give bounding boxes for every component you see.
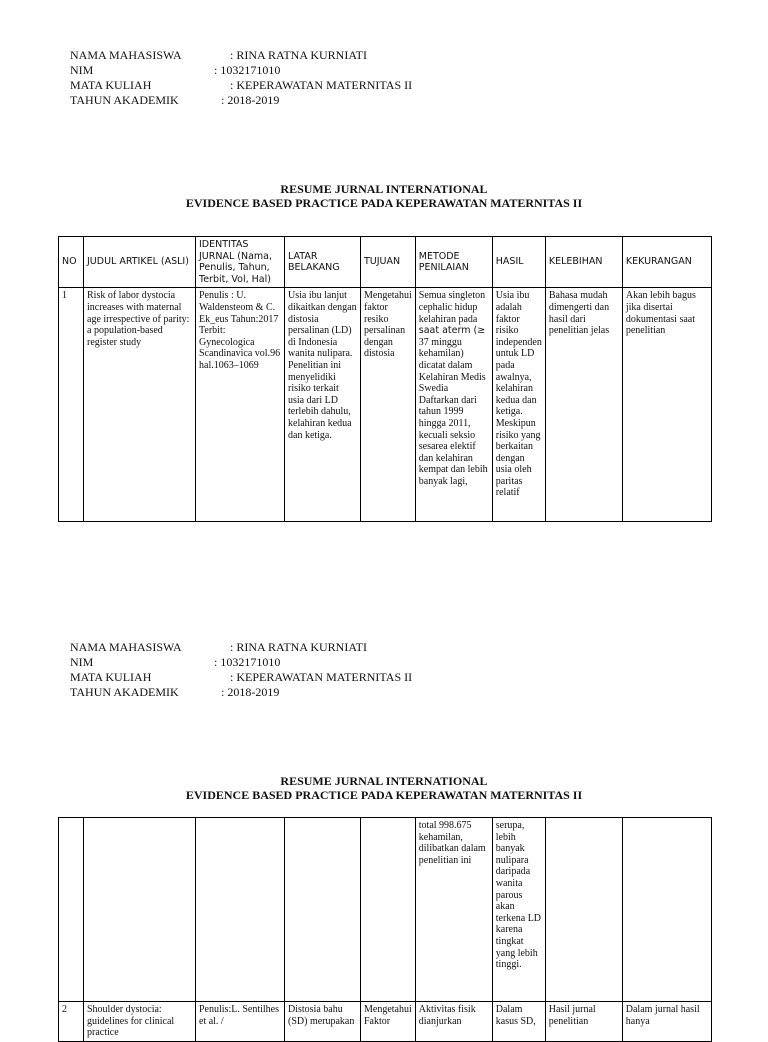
mk-label: MATA KULIAH xyxy=(70,670,152,684)
table-row xyxy=(59,288,712,522)
row1-identitas: Penulis : U. Waldensteom & C. Ek_eus Tahun:2017 Terbit: Gynecologica Scandinavica vol.96 hal.1063–1069 xyxy=(196,288,285,522)
cont-judul xyxy=(84,818,196,1002)
table-row xyxy=(59,818,712,1002)
cont-no xyxy=(59,818,84,1002)
header-no: NO xyxy=(59,237,84,288)
header-kelebihan: KELEBIHAN xyxy=(545,237,622,288)
nama-value: : RINA RATNA KURNIATI xyxy=(230,640,368,654)
table-row xyxy=(59,1002,712,1042)
header-identitas: IDENTITAS JURNAL (Nama, Penulis, Tahun, Terbit, Vol, Hal) xyxy=(196,237,285,288)
row2-latar: Distosia bahu (SD) merupakan xyxy=(285,1002,361,1042)
row2-kelebihan: Hasil jurnal penelitian xyxy=(545,1002,622,1042)
mk-value: : KEPERAWATAN MATERNITAS II xyxy=(230,670,413,684)
row2-no: 2 xyxy=(59,1002,84,1042)
title-line-1: RESUME JURNAL INTERNATIONAL xyxy=(280,182,488,196)
header-tujuan: TUJUAN xyxy=(361,237,416,288)
row2-metode: Aktivitas fisik dianjurkan xyxy=(415,1002,492,1042)
title-line-1: RESUME JURNAL INTERNATIONAL xyxy=(280,774,488,788)
row1-hasil-text: Usia ibu adalah faktor risiko independen untuk LD pada awalnya, kelahiran kedua dan ketiga. Meskipun risiko yang berkaitan dengan usia oleh paritas relatif xyxy=(495,290,542,499)
cont-kekurangan xyxy=(622,818,711,1002)
header-kekurangan: KEKURANGAN xyxy=(622,237,711,288)
header-judul: JUDUL ARTIKEL (ASLI) xyxy=(84,237,196,288)
nama-value: : RINA RATNA KURNIATI xyxy=(230,48,368,62)
cont-kelebihan xyxy=(545,818,622,1002)
row1-metode-a: Semua singleton cephalic hidup kelahiran pada xyxy=(418,290,486,325)
ta-label: TAHUN AKADEMIK xyxy=(70,685,179,699)
header-hasil: HASIL xyxy=(492,237,545,288)
row1-no: 1 xyxy=(59,288,84,522)
journal-table-2 xyxy=(58,817,712,1042)
row1-metode-b: saat aterm (≥ xyxy=(418,325,486,337)
title-line-2: EVIDENCE BASED PRACTICE PADA KEPERAWATAN MATERNITAS II xyxy=(185,788,583,802)
document-title xyxy=(0,182,768,210)
nama-label: NAMA MAHASISWA xyxy=(70,48,182,62)
row1-kekurangan: Akan lebih bagus jika disertai dokumentasi saat penelitian xyxy=(622,288,711,522)
cont-latar xyxy=(285,818,361,1002)
row1-kelebihan: Bahasa mudah dimengerti dan hasil dari penelitian jelas xyxy=(545,288,622,522)
title-line-2: EVIDENCE BASED PRACTICE PADA KEPERAWATAN MATERNITAS II xyxy=(185,196,583,210)
cont-identitas xyxy=(196,818,285,1002)
cont-metode: total 998.675 kehamilan, dilibatkan dalam penelitian ini xyxy=(415,818,492,1002)
row1-tujuan: Mengetahui faktor resiko persalinan dengan distosia xyxy=(361,288,416,522)
row1-metode xyxy=(415,288,492,522)
nim-label: NIM xyxy=(70,63,94,77)
nim-value: : 1032171010 xyxy=(214,655,281,669)
row2-identitas: Penulis:L. Sentilhes et al. / xyxy=(196,1002,285,1042)
row2-hasil: Dalam kasus SD, xyxy=(492,1002,545,1042)
row1-hasil xyxy=(492,288,545,522)
cont-hasil: serupa, lebih banyak nulipara daripada wanita parous akan terkena LD karena tingkat yang lebih tinggi. xyxy=(492,818,545,1002)
row2-tujuan: Mengetahui Faktor xyxy=(361,1002,416,1042)
table-header-row xyxy=(59,237,712,288)
cont-tujuan xyxy=(361,818,416,1002)
ta-label: TAHUN AKADEMIK xyxy=(70,93,179,107)
mk-label: MATA KULIAH xyxy=(70,78,152,92)
row2-kekurangan: Dalam jurnal hasil hanya xyxy=(622,1002,711,1042)
ta-value: : 2018-2019 xyxy=(221,93,280,107)
header-latar: LATAR BELAKANG xyxy=(285,237,361,288)
row1-metode-c: 37 minggu kehamilan) dicatat dalam Kelahiran Medis Swedia Daftarkan dari tahun 1999 hingga 2011, kecuali seksio sesarea elektif dan kelahiran kempat dan lebih banyak lagi, xyxy=(418,336,488,487)
journal-table xyxy=(58,236,712,522)
header-metode: METODE PENILAIAN xyxy=(415,237,492,288)
row2-judul: Shoulder dystocia: guidelines for clinical practice xyxy=(84,1002,196,1042)
mk-value: : KEPERAWATAN MATERNITAS II xyxy=(230,78,413,92)
nim-value: : 1032171010 xyxy=(214,63,281,77)
ta-value: : 2018-2019 xyxy=(221,685,280,699)
row1-latar: Usia ibu lanjut dikaitkan dengan distosia persalinan (LD) di Indonesia wanita nulipara. Penelitian ini menyelidiki risiko terkait usia dari LD terlebih dahulu, kelahiran kedua dan ketiga. xyxy=(285,288,361,522)
row1-judul: Risk of labor dystocia increases with maternal age irrespective of parity: a population-based register study xyxy=(84,288,196,522)
nama-label: NAMA MAHASISWA xyxy=(70,640,182,654)
nim-label: NIM xyxy=(70,655,94,669)
document-title-2 xyxy=(0,774,768,802)
